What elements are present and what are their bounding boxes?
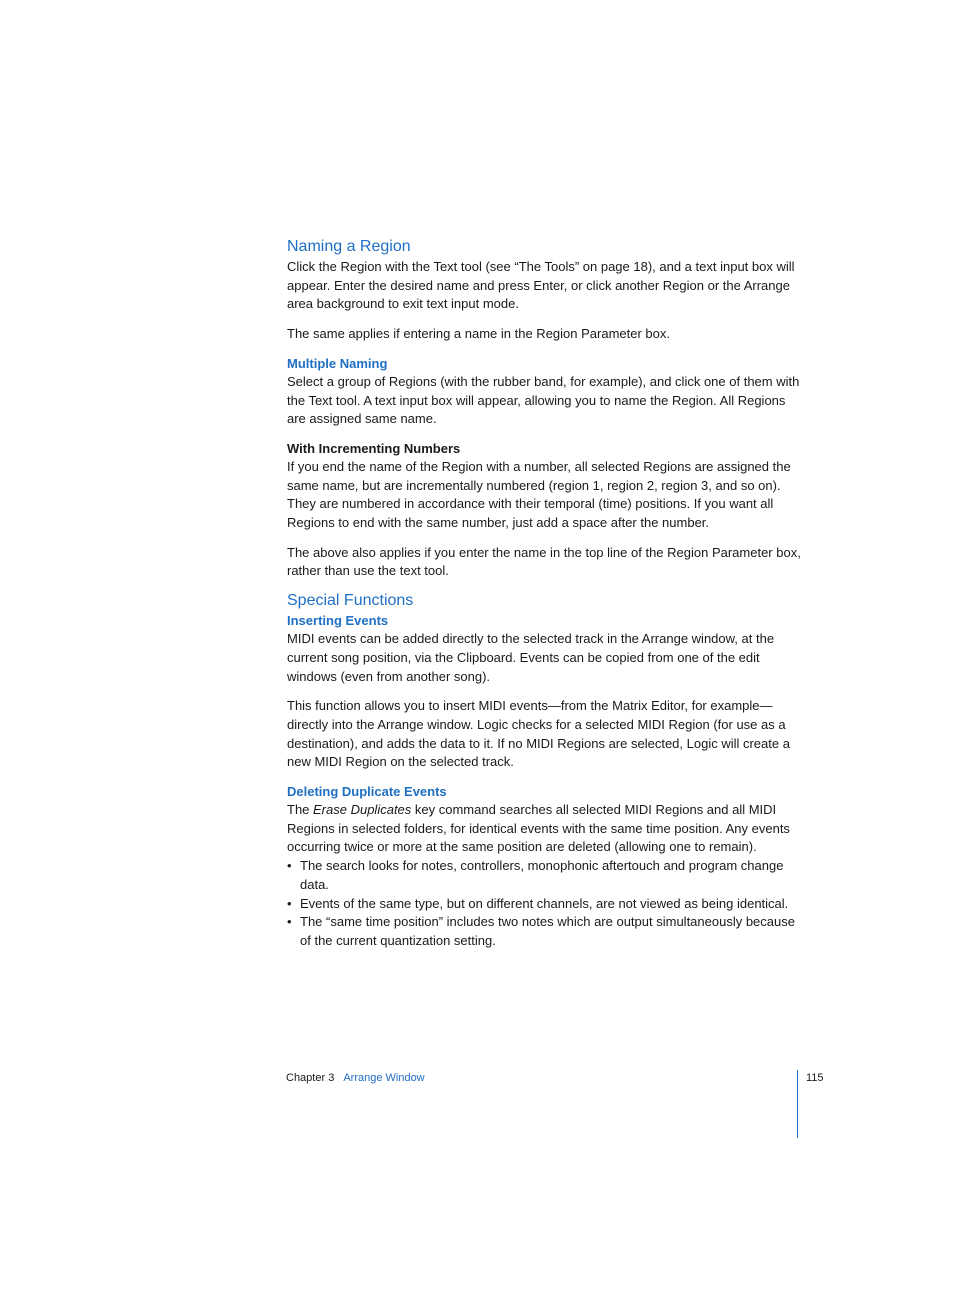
heading-multiple-naming: Multiple Naming [287,355,388,371]
paragraph: The same applies if entering a name in the Region Parameter box. [287,326,670,342]
paragraph-text: key command searches all selected MIDI Regions and all MIDI Regions in selected folders, for identical events with the same time position. Any events occurring twice or more at the same position are deleted (allowing one to remain). [287,802,790,855]
heading-with-incrementing-numbers: With Incrementing Numbers [287,440,461,456]
heading-naming-a-region: Naming a Region [287,238,411,255]
paragraph: If you end the name of the Region with a number, all selected Regions are assigned the same name, but are incrementally numbered (region 1, region 2, region 3, and so on). They are numbered in accordance with their temporal (time) positions. If you want all Regions to end with the same number, just add a space after the number. [287,458,791,531]
paragraph-text: The [287,802,314,818]
list-item [287,895,807,914]
paragraph: This function allows you to insert MIDI events—from the Matrix Editor, for example—directly into the Arrange window. Logic checks for a selected MIDI Region (for use as a destination), and adds the data to it. If no MIDI Regions are selected, Logic will create a new MIDI Region on the selected track. [287,698,790,770]
paragraph [287,801,807,857]
paragraph: MIDI events can be added directly to the selected track in the Arrange window, at the current song position, via the Clipboard. Events can be copied from one of the edit windows (even from another song). [287,631,775,684]
page-number: 115 [806,1072,824,1084]
heading-inserting-events: Inserting Events [287,613,389,629]
chapter-label: Chapter 3 [286,1072,335,1084]
heading-special-functions: Special Functions [287,592,414,610]
list-item [287,913,807,950]
list-item-text: The “same time position” includes two notes which are output simultaneously because of the current quantization setting. [300,914,795,948]
chapter-title: Arrange Window [343,1072,425,1084]
heading-deleting-duplicate-events: Deleting Duplicate Events [287,784,447,800]
paragraph: Click the Region with the Text tool (see “The Tools” on page 18), and a text input box will appear. Enter the desired name and press Enter, or click another Region or the Arrange area background to exit text input mode. [287,259,795,312]
page-content [287,236,807,951]
bullet-marker: • [287,914,292,930]
bullet-list [287,857,807,951]
paragraph: The above also applies if you enter the name in the top line of the Region Parameter box, rather than use the text tool. [287,544,801,579]
page-footer [286,1070,425,1086]
bullet-marker: • [287,858,292,874]
list-item-text: Events of the same type, but on different channels, are not viewed as being identical. [300,895,789,911]
command-name: Erase Duplicates [313,802,412,818]
bullet-marker: • [287,895,292,911]
footer-divider [797,1070,798,1138]
list-item [287,857,807,894]
paragraph: Select a group of Regions (with the rubber band, for example), and click one of them with the Text tool. A text input box will appear, allowing you to name the Region. All Regions are assigned same name. [287,373,800,427]
list-item-text: The search looks for notes, controllers, monophonic aftertouch and program change data. [300,858,784,892]
